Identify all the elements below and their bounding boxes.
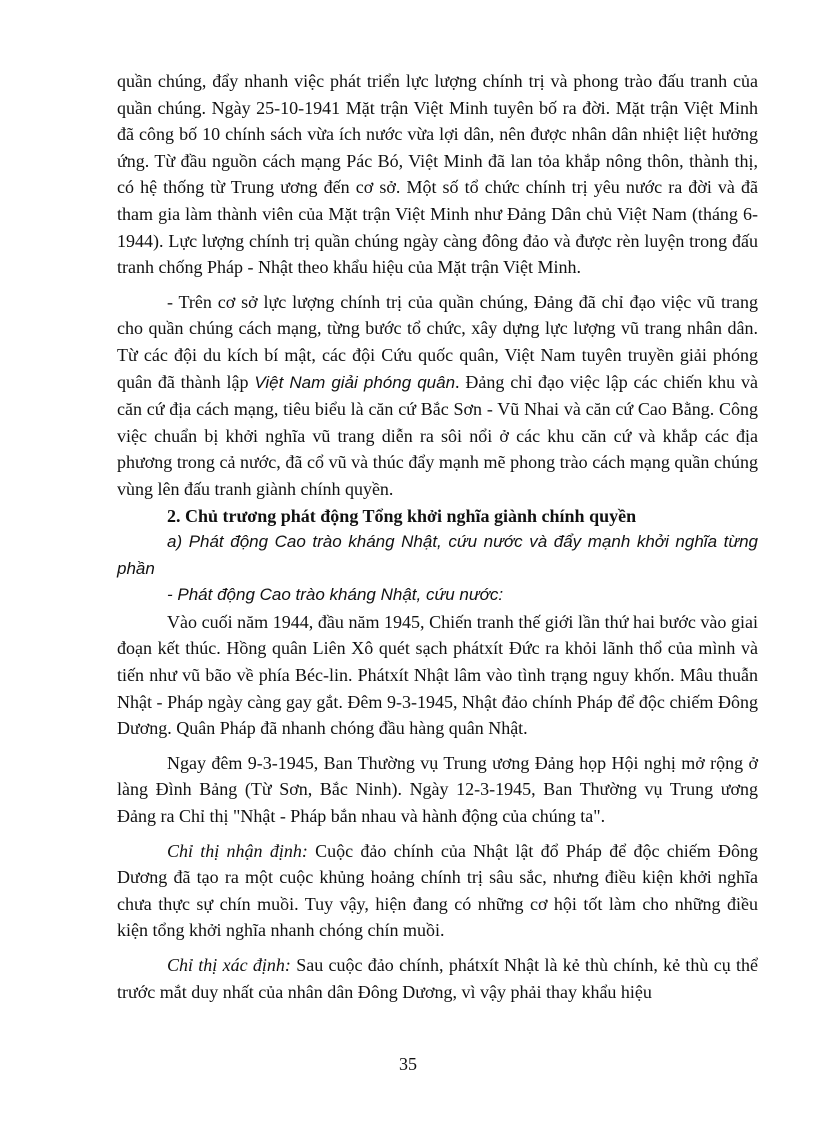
paragraph-armed-forces-text-1: - Trên cơ sở lực lượng chính trị của quần chúng, Đảng đã chỉ đạo việc vũ trang cho quần chúng cách mạng, từng bước tổ chức, xây dựng lực lượng vũ trang nhân dân. Từ các đội du kích bí mật, các đội Cứu quốc quân, Việt Nam tuyên truyền giải phóng quân đã thành lập <box>117 291 758 392</box>
paragraph-directive-assessment <box>117 838 758 944</box>
paragraph-war-context: Vào cuối năm 1944, đầu năm 1945, Chiến tranh thế giới lần thứ hai bước vào giai đoạn kết thúc. Hồng quân Liên Xô quét sạch phátxít Đức ra khỏi lãnh thổ của mình và tiến như vũ bão về phía Béc-lin. Phátxít Nhật lâm vào tình trạng nguy khốn. Mâu thuẫn Nhật - Pháp ngày càng gay gắt. Đêm 9-3-1945, Nhật đảo chính Pháp để độc chiếm Đông Dương. Quân Pháp đã nhanh chóng đầu hàng quân Nhật. <box>117 611 758 739</box>
paragraph-viet-minh: quần chúng, đẩy nhanh việc phát triển lực lượng chính trị và phong trào đấu tranh của quần chúng. Ngày 25-10-1941 Mặt trận Việt Minh tuyên bố ra đời. Mặt trận Việt Minh đã công bố 10 chính sách vừa ích nước vừa lợi dân, nên được nhân dân nhiệt liệt hưởng ứng. Từ đầu nguồn cách mạng Pác Bó, Việt Minh đã lan tỏa khắp nông thôn, thành thị, có hệ thống từ Trung ương đến cơ sở. Một số tổ chức chính trị yêu nước ra đời và đã tham gia làm thành viên của Mặt trận Việt Minh như Đảng Dân chủ Việt Nam (tháng 6-1944). Lực lượng chính trị quần chúng ngày càng đông đảo và được rèn luyện trong đấu tranh chống Pháp - Nhật theo khẩu hiệu của Mặt trận Việt Minh. <box>117 71 758 278</box>
liberation-army-name: Việt Nam giải phóng quân <box>254 372 456 392</box>
section-heading: 2. Chủ trương phát động Tổng khởi nghĩa giành chính quyền <box>167 505 637 526</box>
directive-determination-lead: Chỉ thị xác định: <box>167 955 291 975</box>
directive-assessment-text: Cuộc đảo chính của Nhật lật đổ Pháp để độc chiếm Đông Dương đã tạo ra một cuộc khủng hoảng chính trị sâu sắc, nhưng điều kiện khởi nghĩa chưa thực sự chín muồi. Tuy vậy, hiện đang có những cơ hội tốt làm cho những điều kiện tổng khởi nghĩa nhanh chóng chín muồi. <box>117 840 758 941</box>
subsection-dash-heading: - Phát động Cao trào kháng Nhật, cứu nước: <box>167 585 504 605</box>
page-content <box>117 68 758 1005</box>
paragraph-directive-determination <box>117 952 758 1005</box>
page-number: 35 <box>399 1054 417 1074</box>
subsection-heading-a: a) Phát động Cao trào kháng Nhật, cứu nước và đẩy mạnh khởi nghĩa từng phần <box>117 532 758 578</box>
paragraph-armed-forces <box>117 289 758 503</box>
directive-assessment-lead: Chỉ thị nhận định: <box>167 840 308 861</box>
paragraph-armed-forces-text-2: . Đảng chỉ đạo việc lập các chiến khu và căn cứ địa cách mạng, tiêu biểu là căn cứ Bắc Sơn - Vũ Nhai và căn cứ Cao Bằng. Công việc chuẩn bị khởi nghĩa vũ trang diễn ra sôi nổi ở các khu căn cứ và khắp các địa phương trong cả nước, đã cổ vũ và thúc đẩy mạnh mẽ phong trào cách mạng quần chúng vùng lên đấu tranh giành chính quyền. <box>117 371 759 499</box>
directive-determination-text: Sau cuộc đảo chính, phátxít Nhật là kẻ thù chính, kẻ thù cụ thể trước mắt duy nhất của nhân dân Đông Dương, vì vậy phải thay khẩu hiệu <box>117 955 758 1002</box>
paragraph-standing-committee: Ngay đêm 9-3-1945, Ban Thường vụ Trung ương Đảng họp Hội nghị mở rộng ở làng Đình Bảng (Từ Sơn, Bắc Ninh). Ngày 12-3-1945, Ban Thường vụ Trung ương Đảng ra Chỉ thị "Nhật - Pháp bắn nhau và hành động của chúng ta". <box>117 752 758 827</box>
